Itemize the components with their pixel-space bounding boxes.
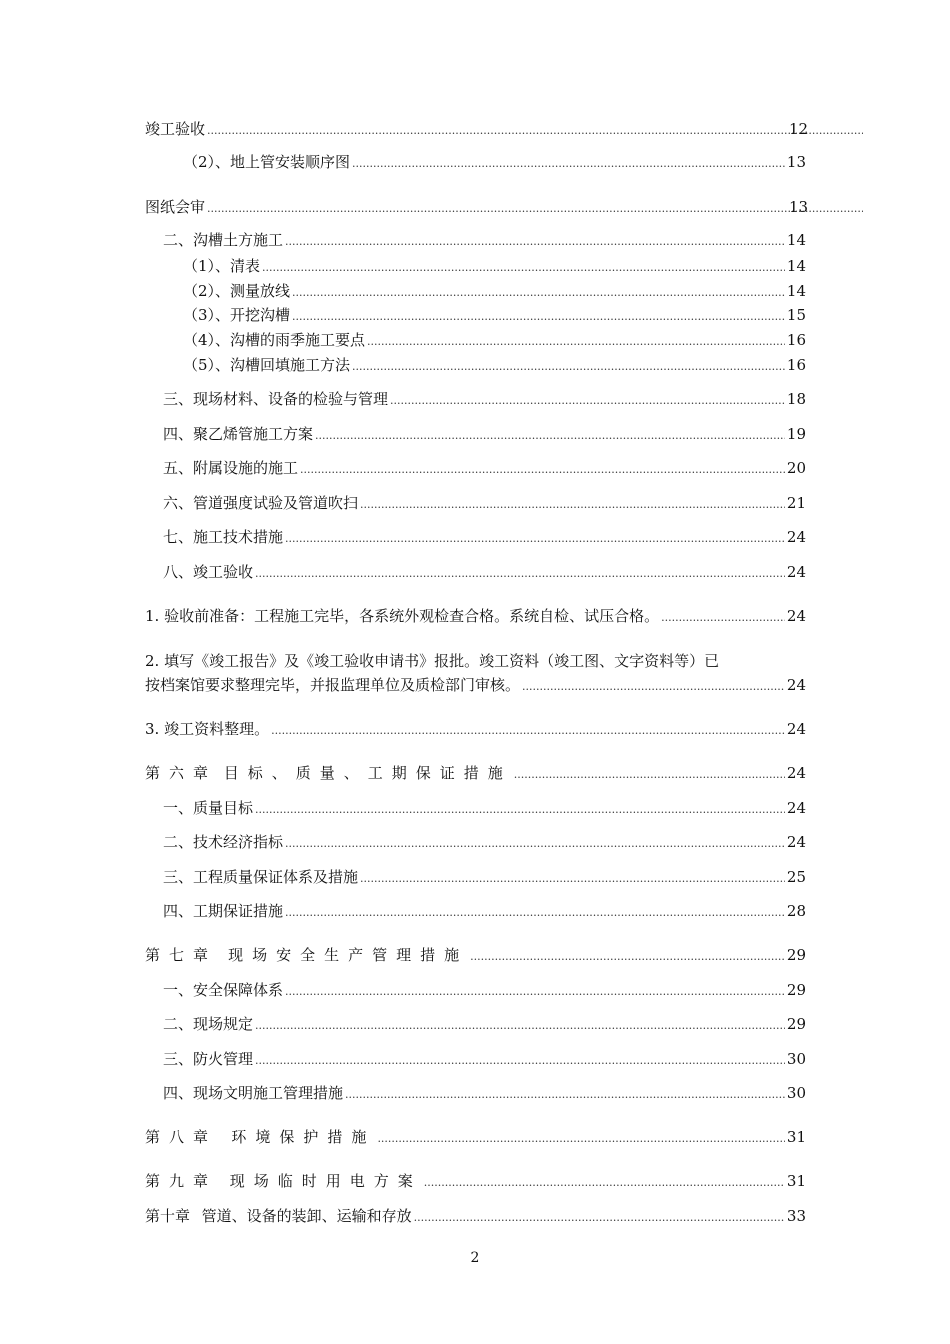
- toc-entry[interactable]: [163, 457, 806, 479]
- toc-leader-dots: [285, 229, 785, 253]
- toc-entry-page: 29: [786, 1015, 806, 1033]
- toc-entry-page: 33: [786, 1207, 806, 1225]
- toc-entry-page: 12: [789, 120, 809, 138]
- toc-entry-page: 24: [786, 764, 806, 782]
- toc-entry[interactable]: [163, 423, 806, 445]
- toc-leader-dots: [360, 866, 785, 890]
- toc-entry[interactable]: [145, 196, 865, 218]
- toc-entry-title: 二、沟槽土方施工: [163, 231, 284, 249]
- toc-entry[interactable]: [145, 605, 806, 627]
- toc-chapter-number: 第八章: [145, 1128, 218, 1146]
- toc-entry-title: 二、技术经济指标: [163, 833, 284, 851]
- toc-leader-dots: [390, 388, 785, 412]
- toc-leader-dots: [315, 423, 785, 447]
- toc-leader-dots: [352, 151, 785, 175]
- toc-leader-dots: [661, 605, 785, 629]
- toc-entry[interactable]: [145, 718, 806, 740]
- toc-chapter-number: 第九章: [145, 1172, 218, 1190]
- toc-leader-dots: [207, 196, 863, 220]
- toc-leader-dots: [271, 718, 785, 742]
- toc-entry-title: 三、现场材料、设备的检验与管理: [163, 390, 389, 408]
- toc-leader-dots: [292, 304, 785, 328]
- toc-entry[interactable]: [163, 797, 806, 819]
- toc-leader-dots: [285, 979, 785, 1003]
- toc-entry-title: 七、施工技术措施: [163, 528, 284, 546]
- toc-chapter-entry[interactable]: [145, 1205, 806, 1227]
- toc-entry-title: （2）、地上管安装顺序图: [183, 153, 351, 171]
- toc-chapter-number: 第六章: [145, 764, 218, 782]
- toc-entry-page: 14: [786, 231, 806, 249]
- toc-entry[interactable]: [163, 1013, 806, 1035]
- toc-entry-page: 24: [786, 676, 806, 694]
- toc-entry-page: 15: [786, 306, 806, 324]
- toc-leader-dots: [300, 457, 785, 481]
- toc-entry-page: 25: [786, 868, 806, 886]
- toc-entry-title: （1）、清表: [183, 257, 261, 275]
- toc-entry-title: 目标、质量、工期保证措施: [223, 764, 512, 782]
- toc-leader-dots: [345, 1082, 785, 1106]
- toc-leader-dots: [514, 762, 785, 786]
- toc-entry-page: 14: [786, 282, 806, 300]
- toc-entry-title: 竣工验收: [145, 120, 206, 138]
- toc-entry[interactable]: [163, 979, 806, 1001]
- toc-entry-page: 31: [786, 1128, 806, 1146]
- toc-entry-title: 图纸会审: [145, 198, 206, 216]
- toc-leader-dots: [285, 831, 785, 855]
- toc-entry-title: 四、工期保证措施: [163, 902, 284, 920]
- toc-entry-title: （3）、开挖沟槽: [183, 306, 291, 324]
- toc-leader-dots: [255, 1048, 785, 1072]
- toc-entry-title: 一、质量目标: [163, 799, 254, 817]
- toc-entry-title: 管道、设备的装卸、运输和存放: [201, 1207, 412, 1225]
- toc-leader-dots: [377, 1126, 784, 1150]
- toc-leader-dots: [522, 674, 785, 698]
- toc-chapter-entry[interactable]: [145, 944, 806, 966]
- toc-entry[interactable]: [145, 674, 806, 696]
- toc-entry-title: 三、防火管理: [163, 1050, 254, 1068]
- toc-entry[interactable]: [183, 151, 806, 173]
- toc-leader-dots: [360, 492, 785, 516]
- toc-entry-page: 16: [786, 356, 806, 374]
- toc-entry-title: 四、现场文明施工管理措施: [163, 1084, 344, 1102]
- toc-entry-title: 八、竣工验收: [163, 563, 254, 581]
- toc-entry[interactable]: [183, 329, 806, 351]
- toc-entry-title: （4）、沟槽的雨季施工要点: [183, 331, 366, 349]
- toc-entry[interactable]: [163, 900, 806, 922]
- toc-leader-dots: [262, 255, 785, 279]
- toc-entry-page: 19: [786, 425, 806, 443]
- toc-leader-dots: [207, 118, 863, 142]
- toc-entry-title: 环境保护措施: [231, 1128, 376, 1146]
- toc-entry-title: 3. 竣工资料整理。: [145, 720, 270, 738]
- toc-leader-dots: [285, 526, 785, 550]
- toc-entry[interactable]: [183, 255, 806, 277]
- toc-entry-title: 现场临时用电方案: [229, 1172, 422, 1190]
- toc-entry-page: 21: [786, 494, 806, 512]
- toc-entry[interactable]: [163, 831, 806, 853]
- toc-entry[interactable]: [163, 1082, 806, 1104]
- toc-entry-title: 五、附属设施的施工: [163, 459, 299, 477]
- toc-leader-dots: [470, 944, 785, 968]
- toc-entry[interactable]: [163, 388, 806, 410]
- toc-leader-dots: [255, 797, 785, 821]
- toc-leader-dots: [367, 329, 785, 353]
- toc-entry-page: 13: [789, 198, 809, 216]
- toc-entry-title: 现场安全生产管理措施: [228, 946, 469, 964]
- toc-entry[interactable]: [163, 526, 806, 548]
- toc-entry[interactable]: [145, 118, 865, 140]
- toc-chapter-entry[interactable]: [145, 1170, 806, 1192]
- toc-entry-page: 18: [786, 390, 806, 408]
- toc-leader-dots: [424, 1170, 785, 1194]
- toc-entry-page: 24: [786, 720, 806, 738]
- toc-leader-dots: [414, 1205, 785, 1229]
- toc-entry-title: 六、管道强度试验及管道吹扫: [163, 494, 359, 512]
- toc-entry-page: 14: [786, 257, 806, 275]
- toc-leader-dots: [255, 561, 785, 585]
- page-number: 2: [470, 1250, 480, 1266]
- toc-leader-dots: [352, 354, 785, 378]
- toc-entry-title: 四、聚乙烯管施工方案: [163, 425, 314, 443]
- toc-entry-title: 一、安全保障体系: [163, 981, 284, 999]
- toc-chapter-entry[interactable]: [145, 1126, 806, 1148]
- toc-entry[interactable]: [183, 354, 806, 376]
- toc-entry-title: （5）、沟槽回填施工方法: [183, 356, 351, 374]
- toc-chapter-entry[interactable]: [145, 762, 806, 784]
- toc-entry-title: （2）、测量放线: [183, 282, 291, 300]
- toc-entry-page: 24: [786, 563, 806, 581]
- toc-entry-title: 二、现场规定: [163, 1015, 254, 1033]
- toc-entry[interactable]: [163, 229, 806, 251]
- toc-entry-title-line1: 2. 填写《竣工报告》及《竣工验收申请书》报批。竣工资料（竣工图、文字资料等）已: [145, 652, 720, 670]
- toc-entry[interactable]: [183, 304, 806, 326]
- toc-entry-page: 24: [786, 607, 806, 625]
- toc-entry-page: 24: [786, 833, 806, 851]
- toc-entry-page: 30: [786, 1084, 806, 1102]
- toc-entry-page: 24: [786, 799, 806, 817]
- toc-leader-dots: [285, 900, 785, 924]
- toc-chapter-number: 第七章: [145, 946, 218, 964]
- toc-entry[interactable]: [163, 866, 806, 888]
- toc-entry-page: 31: [786, 1172, 806, 1190]
- toc-entry-page: 29: [786, 981, 806, 999]
- toc-entry-title: 三、工程质量保证体系及措施: [163, 868, 359, 886]
- toc-entry[interactable]: [183, 280, 806, 302]
- toc-entry[interactable]: [163, 561, 806, 583]
- toc-entry[interactable]: [163, 1048, 806, 1070]
- toc-entry-page: 20: [786, 459, 806, 477]
- toc-entry[interactable]: [163, 492, 806, 514]
- toc-entry-page: 24: [786, 528, 806, 546]
- toc-leader-dots: [255, 1013, 785, 1037]
- toc-entry-title: 按档案馆要求整理完毕，并报监理单位及质检部门审核。: [145, 676, 521, 694]
- toc-chapter-number: 第十章: [145, 1207, 191, 1225]
- toc-entry-page: 13: [786, 153, 806, 171]
- toc-entry-page: 28: [786, 902, 806, 920]
- toc-leader-dots: [292, 280, 785, 304]
- toc-entry-title: 1. 验收前准备：工程施工完毕，各系统外观检查合格。系统自检、试压合格。: [145, 607, 660, 625]
- toc-entry-page: 16: [786, 331, 806, 349]
- toc-entry-page: 30: [786, 1050, 806, 1068]
- toc-entry-page: 29: [786, 946, 806, 964]
